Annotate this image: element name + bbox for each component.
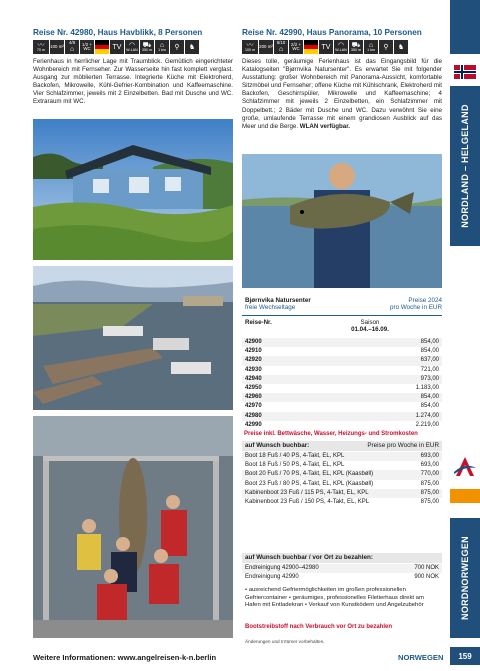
table-row: [242, 375, 442, 384]
table-row: [242, 573, 442, 582]
house-photo: [33, 119, 233, 260]
table-row: [242, 338, 442, 347]
row-price: 1.274,00: [329, 412, 442, 421]
row-label: 42980: [242, 412, 329, 421]
distance-water-icon: 〰 100 m: [242, 40, 258, 54]
side-tab-orange: [450, 489, 480, 503]
table-row: [242, 480, 442, 489]
rooms-icon: 5/10 ⌂: [274, 40, 288, 54]
region-label-nordland: NORDLAND – HELGELAND: [460, 104, 471, 228]
footer-website: Weitere Informationen: www.angelreisen-k-n.berlin: [33, 653, 217, 662]
row-price: 875,00: [420, 480, 439, 487]
row-label: 42940: [242, 375, 329, 384]
row-label: 42970: [245, 403, 262, 410]
dog-icon: ♞: [394, 40, 408, 54]
footer-region: NORWEGEN: [398, 653, 444, 662]
boat-table: [242, 452, 442, 507]
row-price: 875,00: [411, 489, 442, 498]
row-label: Endreinigung 42990: [245, 574, 299, 581]
local-payment-head: auf Wunsch buchbar / vor Ort zu bezahlen:: [242, 553, 442, 563]
town-distance-icon: ⌂ 1 km: [155, 40, 169, 54]
german-flag-icon: [95, 40, 109, 54]
row-price: 973,00: [329, 375, 442, 384]
col-reise-nr: Reise-Nr.: [245, 319, 272, 326]
fishing-icon: ⚲: [379, 40, 393, 54]
left-title: Reise Nr. 42980, Haus Havblikk, 8 Personen: [33, 28, 203, 37]
row-label: 42930: [245, 366, 262, 373]
row-price: 900 NOK: [414, 574, 439, 581]
norway-flag-icon: [454, 65, 476, 79]
price-included-note: Preise inkl. Bettwäsche, Wasser, Heizungs- und Stromkosten: [244, 431, 418, 437]
table-row: [242, 498, 442, 507]
region-label-nordnorwegen: NORDNORWEGEN: [460, 536, 470, 620]
dog-icon: ♞: [185, 40, 199, 54]
distance-water-icon: 〰 70 m: [33, 40, 49, 54]
row-price: 770,00: [411, 470, 442, 479]
angler-cod-photo: [242, 154, 442, 288]
table-row: [242, 402, 442, 411]
price-header-left: Bjørnvika Natursenter freie Wechseltage: [245, 297, 311, 311]
row-price: 854,00: [420, 348, 439, 355]
right-description: Dieses tolle, geräumige Ferienhaus ist das Eingangsbild für die Katalogseiten "Bjørnvika Natursenter". Es erwartet Sie mit folgender Ausstattung: großer Wohnbereich mit Panorama-Aussicht, komfortable Sitzmöbel und Fernseher; offene Küche mit Kühlschrank, Elektroherd mit Backofen, Geschirrspüler, Mikrowelle und Kaffeemaschine; 4 Schlafzimmer mit jeweils 2 Einzelbetten, ein Schlafzimmer mit Doppelbett.; 2 Bäder mit Dusche und WC. Dazu verwöhnt Sie eine große, umlaufende Terrasse mit einem grandiosen Ausblick auf das Meer und die Berge. WLAN verfügbar.: [242, 58, 442, 130]
price-table: [242, 338, 442, 430]
table-row: [242, 421, 442, 430]
tv-icon: TV: [110, 40, 124, 54]
table-row: [242, 412, 442, 421]
row-price: 854,00: [329, 393, 442, 402]
table-row: [242, 489, 442, 498]
table-row: [242, 461, 442, 470]
row-label: Kabinenboot 23 Fuß / 150 PS, 4-Takt, EL, KPL: [245, 499, 370, 506]
area-icon: 200 m²: [259, 40, 273, 54]
wifi-icon: ◠ W-LAN: [334, 40, 348, 54]
left-description: Ferienhaus in herrlicher Lage mit Traumblick. Gemütlich eingerichteter Wohnbereich mit Fernseher. Zur Wasserseite hin fast komplett verglast. Ausgang zur möblierten Terrasse. Integrierte Küche mit Elektroherd, Backofen, Mikrowelle, Kühl-Gefrier-Kombination und Kaffeemaschine. Vier Schlafzimmer, jeweils mit 2 Einzelbetten. Bad mit Dusche und WC. Extraraum mit WC.: [33, 58, 233, 106]
row-price: 2.219,00: [415, 421, 439, 428]
side-band-top: [450, 0, 480, 54]
bath-icon: 2/2 + WC: [289, 40, 303, 54]
right-title: Reise Nr. 42990, Haus Panorama, 10 Personen: [242, 28, 422, 37]
row-price: 854,00: [329, 338, 442, 347]
table-row: [242, 452, 442, 461]
row-price: 693,00: [420, 462, 439, 469]
row-label: Boot 23 Fuß / 80 PS, 4-Takt, EL, KPL (Kaasbøll): [245, 480, 374, 487]
booking-head: auf Wunsch buchbar: Preise pro Woche in EUR: [242, 441, 442, 451]
table-row: [242, 564, 442, 573]
row-price: 637,00: [329, 356, 442, 365]
divider: [242, 315, 442, 316]
tv-icon: TV: [319, 40, 333, 54]
table-row: [242, 366, 442, 375]
row-label: Kabinenboot 23 Fuß / 115 PS, 4-Takt, EL, KPL: [242, 489, 411, 498]
row-price: 854,00: [420, 403, 439, 410]
wifi-icon: ◠ W-LAN: [125, 40, 139, 54]
fuel-note: Bootstreibstoff nach Verbrauch vor Ort zu bezahlen: [245, 624, 393, 630]
row-label: Boot 18 Fuß / 50 PS, 4-Takt, EL, KPL: [245, 462, 345, 469]
right-icon-row: [242, 40, 408, 54]
row-label: 42990: [245, 421, 262, 428]
row-price: 875,00: [420, 499, 439, 506]
price-header-right: Preise 2024 pro Woche in EUR: [389, 297, 442, 311]
table-row: [242, 470, 442, 479]
row-label: 42910: [245, 348, 262, 355]
page-number: 159: [450, 647, 480, 665]
table-row: [242, 393, 442, 402]
col-season: Saison 01.04.–16.09.: [351, 319, 389, 333]
german-flag-icon: [304, 40, 318, 54]
fishing-icon: ⚲: [170, 40, 184, 54]
row-label: 42950: [245, 385, 262, 392]
table-row: [242, 347, 442, 356]
left-icon-row: [33, 40, 199, 54]
table-row: [242, 356, 442, 365]
row-label: Boot 18 Fuß / 40 PS, 4-Takt, EL, KPL: [242, 452, 411, 461]
row-price: 700 NOK: [386, 564, 442, 573]
bath-icon: 1/2 + WC: [80, 40, 94, 54]
row-label: Boot 20 Fuß / 70 PS, 4-Takt, EL, KPL (Kaasbøll): [242, 470, 411, 479]
angelreisen-logo-icon: [452, 454, 478, 480]
area-icon: 100 m²: [50, 40, 64, 54]
harbor-photo: [33, 266, 233, 410]
row-price: 693,00: [411, 452, 442, 461]
disclaimer: Änderungen und Irrtümer vorbehalten.: [245, 639, 325, 644]
rooms-icon: 4/8 ⌂: [65, 40, 79, 54]
shop-distance-icon: ⛟ 350 m: [349, 40, 363, 54]
row-label: 42960: [242, 393, 329, 402]
row-label: 42920: [242, 356, 329, 365]
shop-distance-icon: ⛟ 350 m: [140, 40, 154, 54]
row-label: 42900: [242, 338, 329, 347]
town-distance-icon: ⌂ 1 km: [364, 40, 378, 54]
anglers-group-photo: [33, 416, 233, 638]
row-label: Endreinigung 42900–42980: [242, 564, 386, 573]
row-price: 1.183,00: [415, 385, 439, 392]
extras-list: • ausreichend Gefriermöglichkeiten im großen professionellen Gefriercontainer • geräumiges, professionelles Filetierhaus direkt am Hafen mit Entladekran • Verkauf von Kunstködern und Angelzubehör: [245, 587, 424, 609]
table-row: [242, 384, 442, 393]
row-price: 721,00: [420, 366, 439, 373]
cleaning-table: [242, 564, 442, 582]
